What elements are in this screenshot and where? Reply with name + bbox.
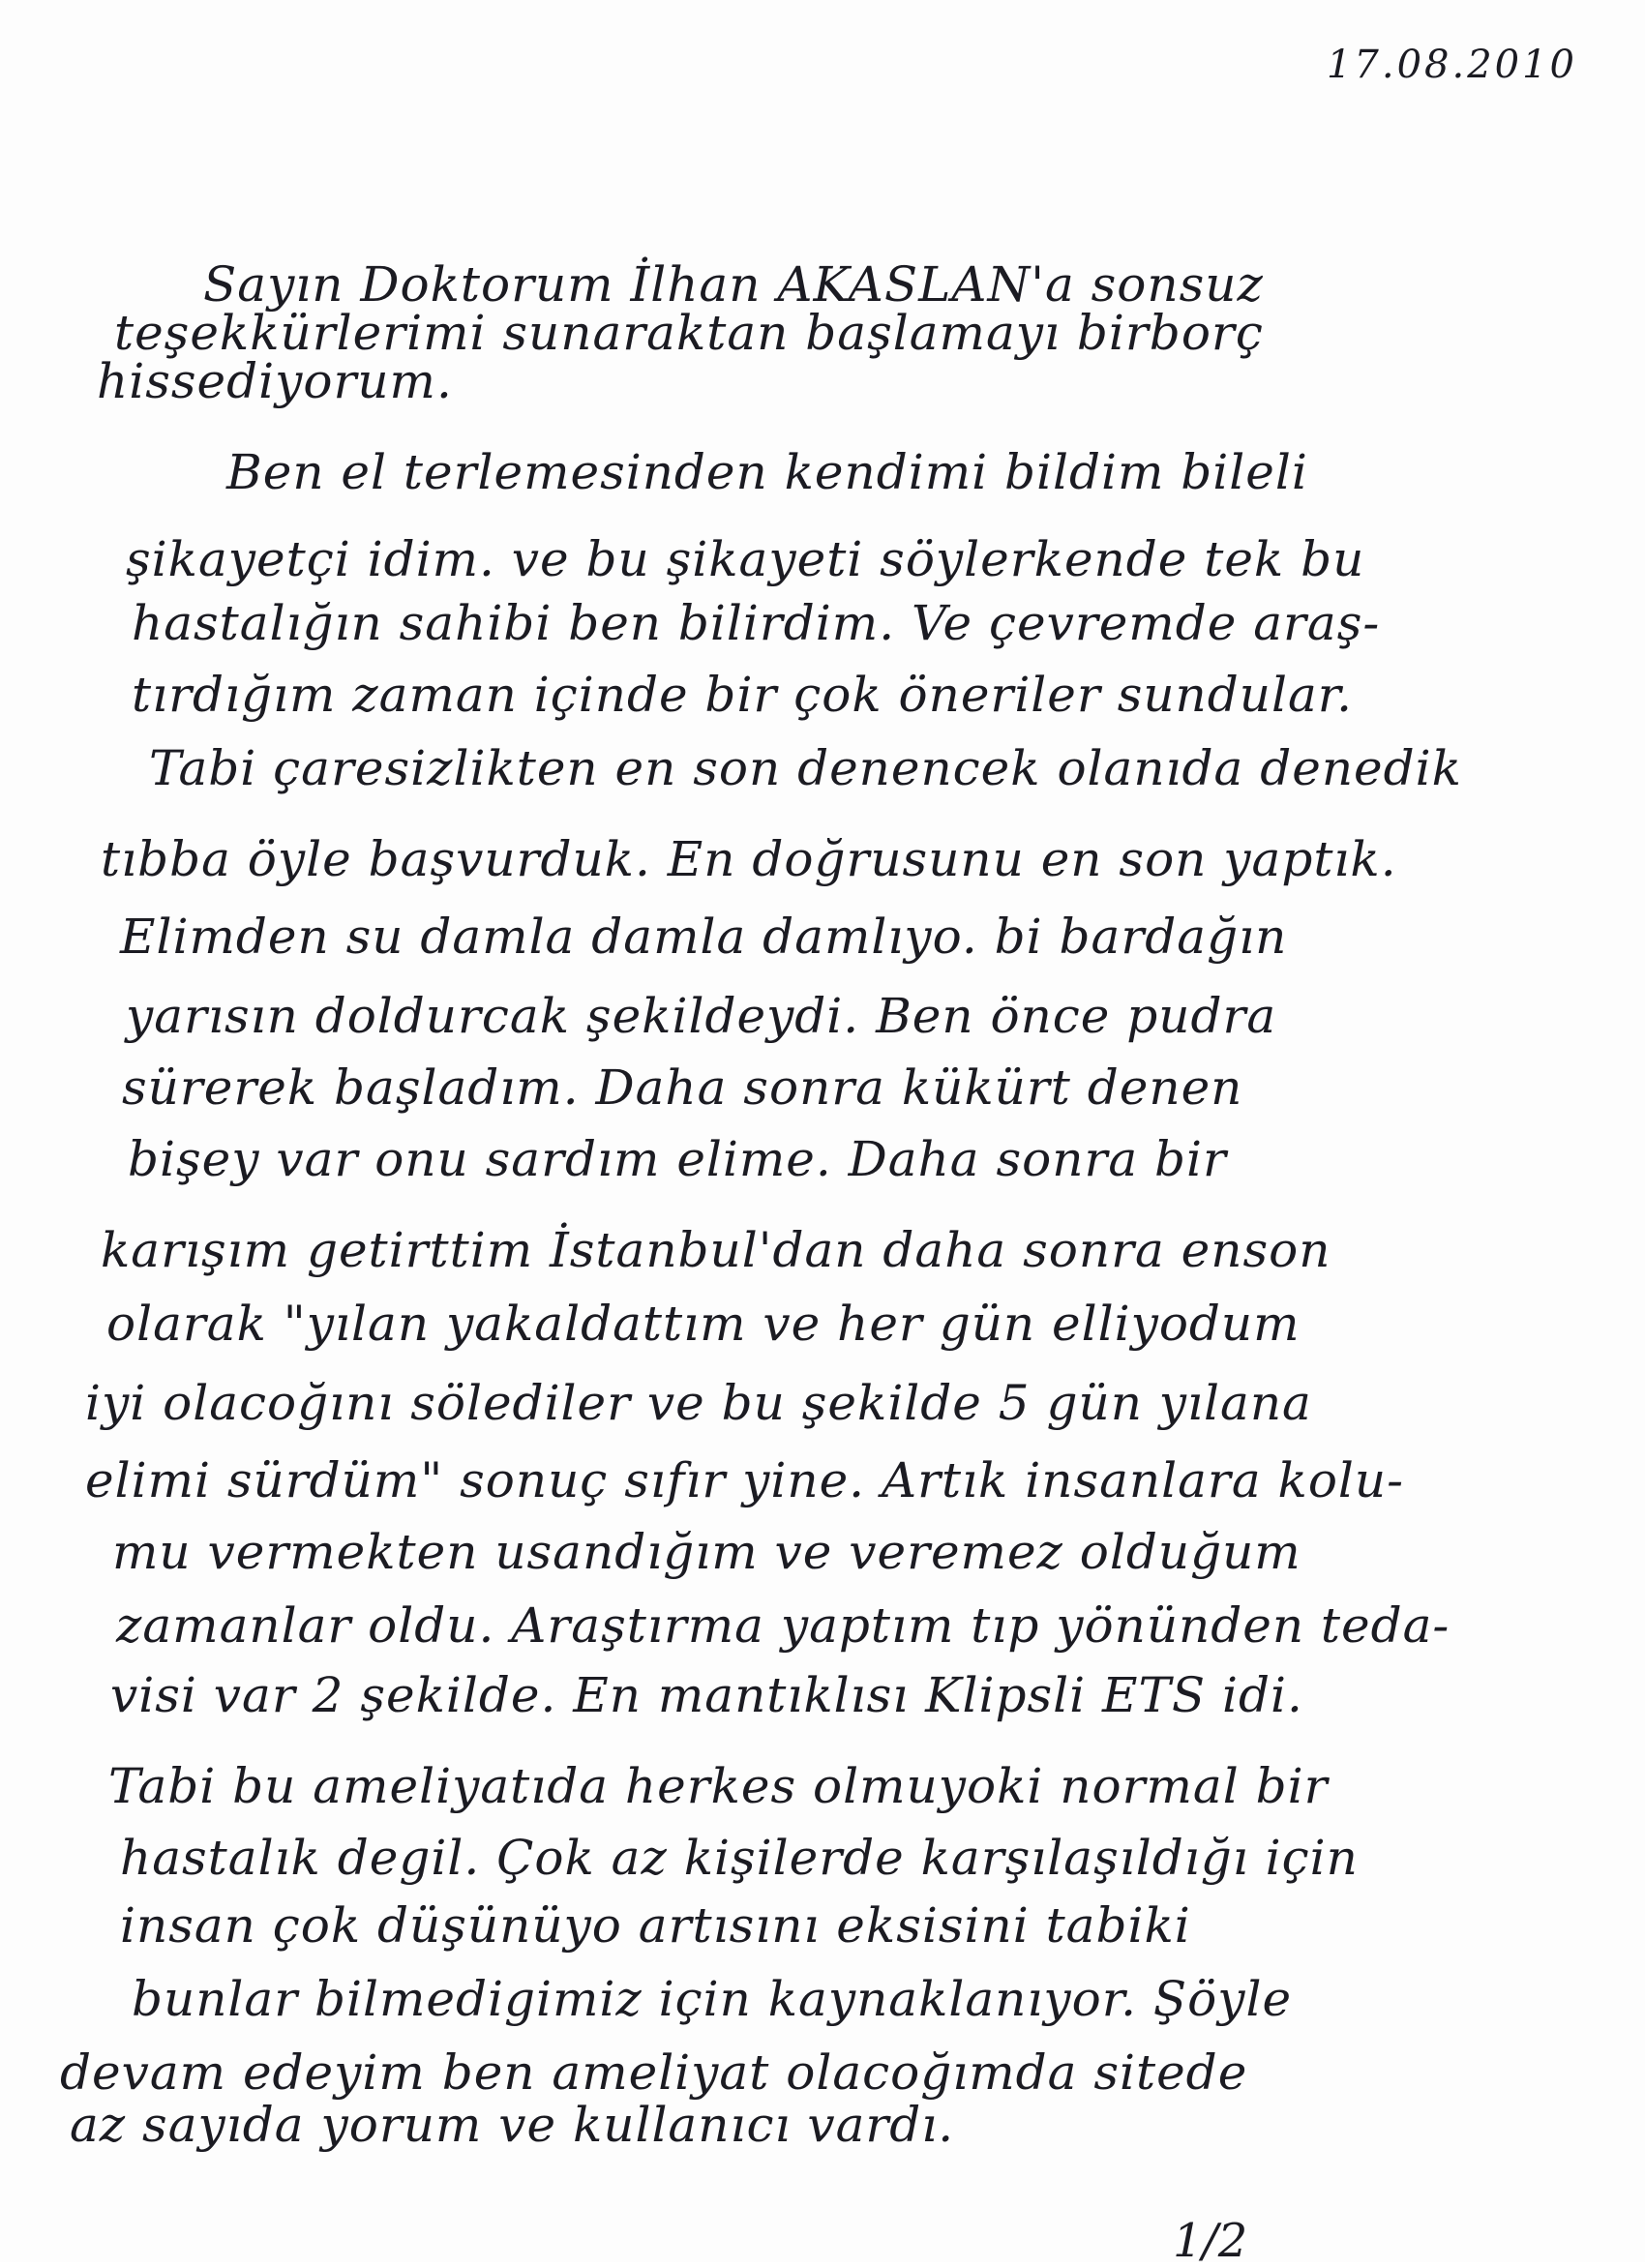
letter-line: Sayın Doktorum İlhan AKASLAN'a sonsuz — [203, 256, 1264, 313]
letter-line: Elimden su damla damla damlıyo. bi bardağın — [120, 909, 1288, 965]
letter-line: Tabi çaresizlikten en son denencek olanıda denedik — [149, 740, 1462, 796]
letter-line: insan çok düşünüyo artısını eksisini tabiki — [120, 1897, 1191, 1954]
letter-line: teşekkürlerimi sunaraktan başlamayı birborç — [114, 305, 1264, 361]
letter-line: sürerek başladım. Daha sonra kükürt denen — [122, 1059, 1243, 1116]
letter-line: bişey var onu sardım elime. Daha sonra bir — [128, 1131, 1227, 1187]
letter-line: yarısın doldurcak şekildeydi. Ben önce pudra — [126, 988, 1277, 1044]
letter-line: elimi sürdüm" sonuç sıfır yine. Artık insanlara kolu- — [85, 1452, 1405, 1508]
letter-line: tıbba öyle başvurduk. En doğrusunu en son yaptık. — [101, 831, 1397, 887]
letter-line: Ben el terlemesinden kendimi bildim bileli — [226, 444, 1308, 500]
letter-line: az sayıda yorum ve kullanıcı vardı. — [70, 2097, 955, 2153]
letter-line: bunlar bilmedigimiz için kaynaklanıyor. Şöyle — [132, 1971, 1293, 2027]
letter-line: zamanlar oldu. Araştırma yaptım tıp yönünden teda- — [116, 1597, 1451, 1654]
letter-line: hastalığın sahibi ben bilirdim. Ve çevremde araş- — [132, 595, 1381, 651]
letter-line: hastalık degil. Çok az kişilerde karşılaşıldığı için — [120, 1830, 1359, 1886]
letter-date: 17.08.2010 — [1326, 43, 1577, 87]
letter-line: tırdığım zaman içinde bir çok öneriler sundular. — [132, 667, 1354, 723]
letter-line: devam edeyim ben ameliyat olacoğımda sitede — [60, 2044, 1248, 2101]
letter-line: iyi olacoğını sölediler ve bu şekilde 5 gün yılana — [85, 1375, 1312, 1431]
letter-line: hissediyorum. — [97, 353, 453, 409]
letter-line: şikayetçi idim. ve bu şikayeti söylerkende tek bu — [126, 531, 1365, 587]
letter-line: Tabi bu ameliyatıda herkes olmuyoki normal bir — [108, 1758, 1329, 1814]
letter-line: visi var 2 şekilde. En mantıklısı Klipsli ETS idi. — [110, 1667, 1303, 1723]
letter-line: olarak "yılan yakaldattım ve her gün elliyodum — [106, 1296, 1301, 1352]
page-number: 1/2 — [1173, 2214, 1248, 2268]
letter-line: mu vermekten usandığım ve veremez olduğum — [112, 1524, 1301, 1580]
letter-line: karışım getirttim İstanbul'dan daha sonra enson — [101, 1222, 1331, 1278]
